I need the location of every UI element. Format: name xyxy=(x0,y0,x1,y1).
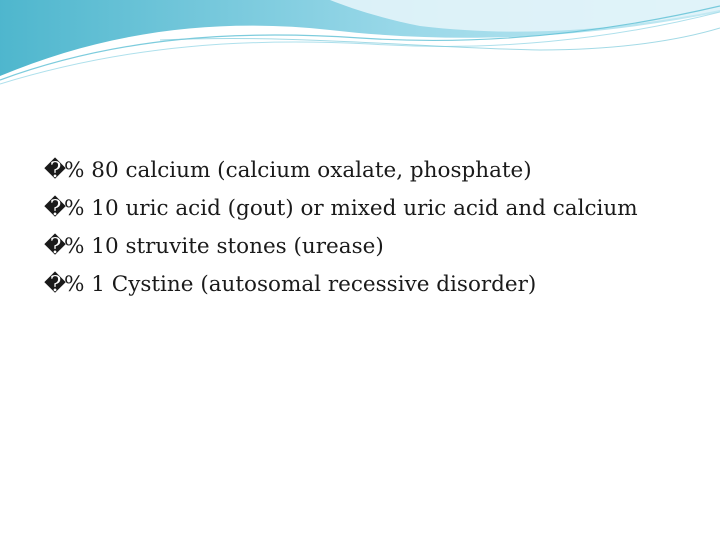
bullet-marker: � xyxy=(44,158,67,183)
list-item xyxy=(44,190,704,228)
bullet-text: % 1 Cystine (autosomal recessive disorder) xyxy=(64,272,537,297)
header-wave-decoration xyxy=(0,0,720,90)
bullet-text: % 10 uric acid (gout) or mixed uric acid and calcium xyxy=(64,196,638,221)
list-item xyxy=(44,266,704,304)
bullet-text: % 80 calcium (calcium oxalate, phosphate) xyxy=(64,158,532,183)
bullet-marker: � xyxy=(44,196,67,221)
bullet-marker: � xyxy=(44,272,67,297)
bullet-marker: � xyxy=(44,234,67,259)
bullet-list xyxy=(44,152,704,304)
bullet-text: % 10 struvite stones (urease) xyxy=(64,234,384,259)
list-item xyxy=(44,152,704,190)
list-item xyxy=(44,228,704,266)
